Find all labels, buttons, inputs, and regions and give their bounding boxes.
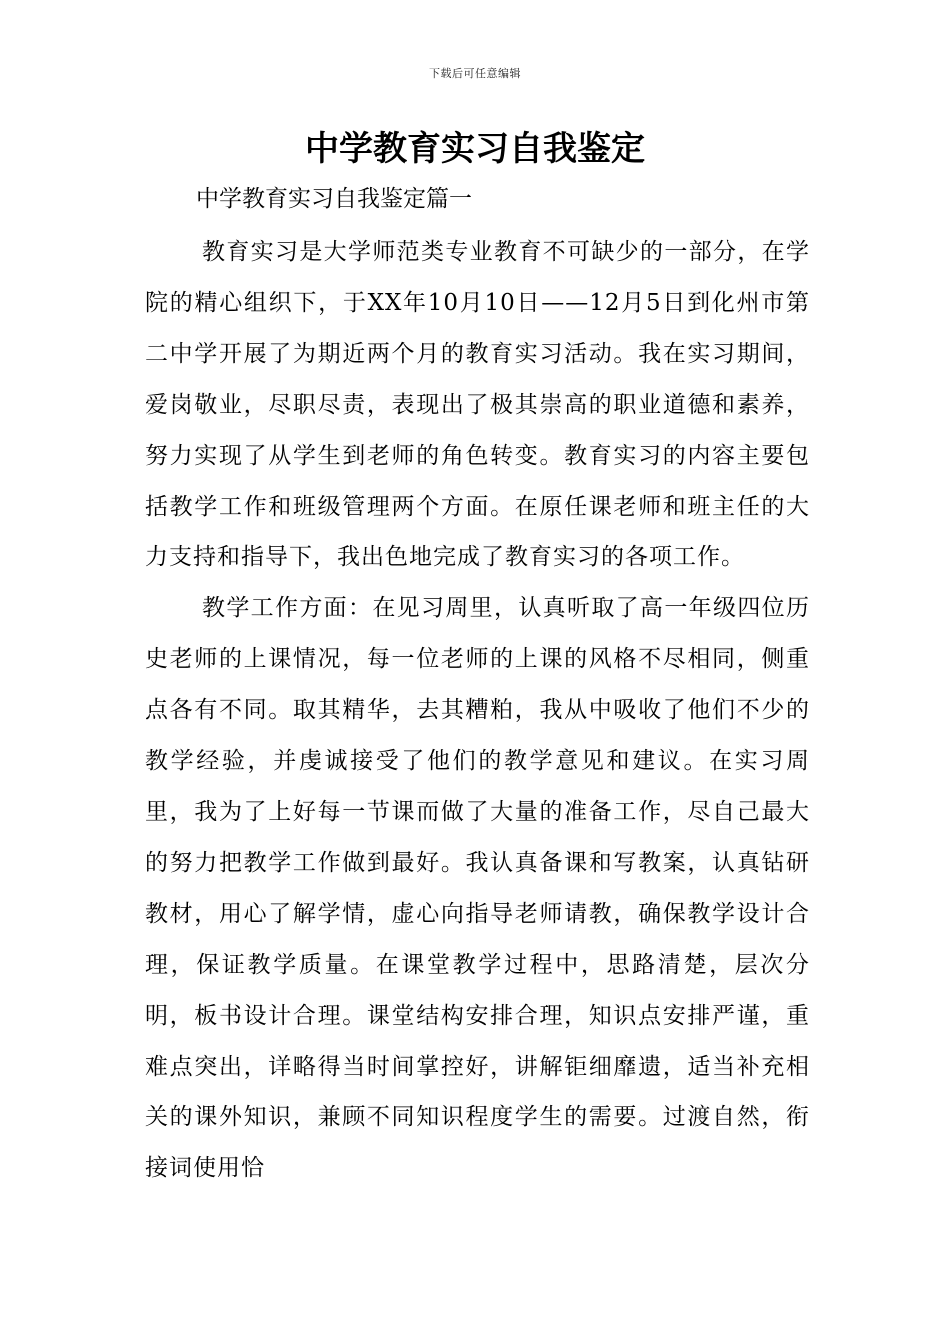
paragraph-intro: 教育实习是大学师范类专业教育不可缺少的一部分，在学院的精心组织下，于XX年10月10日——12月5日到化州市第二中学开展了为期近两个月的教育实习活动。我在实习期间，爱岗敬业，尽职尽责，表现出了极其崇高的职业道德和素养，努力实现了从学生到老师的角色转变。教育实习的内容主要包括教学工作和班级管理两个方面。在原任课老师和班主任的大力支持和指导下，我出色地完成了教育实习的各项工作。 (145, 239, 810, 571)
document-title: 中学教育实习自我鉴定 (305, 129, 645, 169)
section-subtitle: 中学教育实习自我鉴定篇一 (196, 186, 472, 212)
header-note: 下载后可任意编辑 (429, 67, 521, 80)
paragraph-teaching-work: 教学工作方面：在见习周里，认真听取了高一年级四位历史老师的上课情况，每一位老师的上课的风格不尽相同，侧重点各有不同。取其精华，去其糟粕，我从中吸收了他们不少的教学经验，并虔诚接受了他们的教学意见和建议。在实习周里，我为了上好每一节课而做了大量的准备工作，尽自己最大的努力把教学工作做到最好。我认真备课和写教案，认真钻研教材，用心了解学情，虚心向指导老师请教，确保教学设计合理，保证教学质量。在课堂教学过程中，思路清楚，层次分明，板书设计合理。课堂结构安排合理，知识点安排严谨，重难点突出，详略得当时间掌控好，讲解钜细靡遗，适当补充相关的课外知识，兼顾不同知识程度学生的需要。过渡自然，衔接词使用恰 (145, 595, 810, 1182)
document-body (145, 227, 810, 1194)
